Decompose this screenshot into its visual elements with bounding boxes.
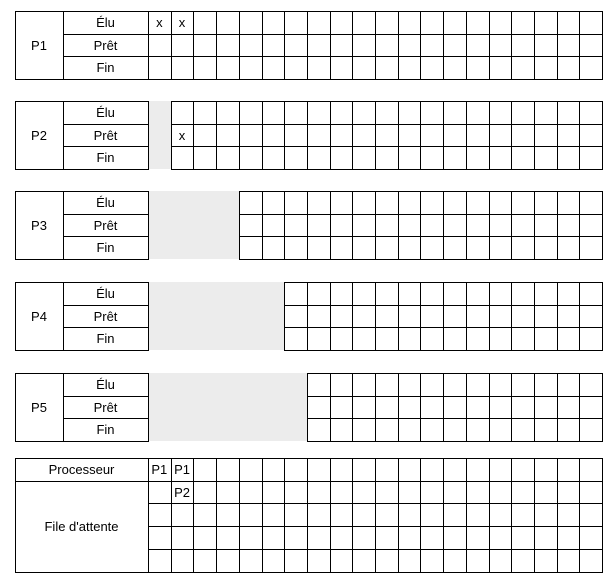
grid-line xyxy=(420,101,421,170)
grid-line xyxy=(171,169,602,170)
grid-line xyxy=(466,11,467,80)
grid-line xyxy=(466,282,467,351)
grid-line xyxy=(420,458,421,573)
grid-line xyxy=(534,282,535,351)
grid-line xyxy=(63,11,64,80)
state-label: Élu xyxy=(96,14,115,30)
grid-line xyxy=(63,236,148,237)
grid-line xyxy=(148,458,149,573)
grid-line xyxy=(557,191,558,260)
queue-cell[interactable]: P2 xyxy=(174,484,190,500)
grid-line xyxy=(489,101,490,170)
grid-line xyxy=(216,458,217,573)
processor-cell[interactable]: P1 xyxy=(151,461,168,477)
grid-line xyxy=(602,373,603,442)
grid-line xyxy=(63,305,148,306)
grid-line xyxy=(375,373,376,442)
grid-line xyxy=(489,373,490,442)
grid-line xyxy=(15,11,148,12)
state-mark[interactable]: x xyxy=(178,127,186,143)
grid-line xyxy=(284,101,285,170)
grid-line xyxy=(15,169,148,170)
grid-line xyxy=(239,191,240,260)
process-name-p3: P3 xyxy=(31,217,47,233)
grid-line xyxy=(375,458,376,573)
grid-line xyxy=(375,101,376,170)
grid-line xyxy=(352,101,353,170)
state-label: Fin xyxy=(96,331,115,347)
grid-line xyxy=(15,572,602,573)
grid-line xyxy=(466,101,467,170)
state-mark[interactable]: x xyxy=(156,14,163,30)
grid-line xyxy=(579,101,580,170)
processor-label: Processeur xyxy=(48,461,115,477)
grid-line xyxy=(239,458,240,573)
grid-line xyxy=(443,458,444,573)
grid-line xyxy=(511,101,512,170)
grid-line xyxy=(15,101,148,102)
grid-line xyxy=(352,11,353,80)
grid-line xyxy=(398,101,399,170)
grid-line xyxy=(352,373,353,442)
grid-line xyxy=(579,11,580,80)
state-label: Prêt xyxy=(93,399,118,415)
grid-line xyxy=(420,373,421,442)
grid-line xyxy=(352,282,353,351)
grid-line xyxy=(420,191,421,260)
state-label: Fin xyxy=(96,240,115,256)
grid-line xyxy=(330,101,331,170)
grid-line xyxy=(63,34,148,35)
grid-line xyxy=(557,101,558,170)
grid-line xyxy=(398,458,399,573)
grid-line xyxy=(489,191,490,260)
grid-line xyxy=(262,191,263,260)
grid-line xyxy=(307,373,308,442)
grid-line xyxy=(489,458,490,573)
grid-line xyxy=(602,282,603,351)
processor-cell[interactable]: P1 xyxy=(174,461,190,477)
grid-line xyxy=(63,418,148,419)
grid-line xyxy=(602,101,603,170)
grid-line xyxy=(193,101,194,170)
grid-line xyxy=(15,373,148,374)
grid-line xyxy=(284,191,285,260)
grid-line xyxy=(239,101,240,170)
grid-line xyxy=(398,373,399,442)
grid-line xyxy=(579,191,580,260)
state-label: Prêt xyxy=(93,127,118,143)
grid-line xyxy=(148,101,149,170)
grid-line xyxy=(511,458,512,573)
grid-line xyxy=(148,373,149,442)
grid-line xyxy=(466,373,467,442)
grid-line xyxy=(352,458,353,573)
grid-line xyxy=(262,11,263,80)
grid-line xyxy=(216,101,217,170)
grid-line xyxy=(375,191,376,260)
grid-line xyxy=(307,11,308,80)
queue-label: File d'attente xyxy=(44,518,119,534)
grid-line xyxy=(171,458,172,573)
grid-line xyxy=(534,191,535,260)
process-name-p5: P5 xyxy=(31,399,47,415)
grid-line xyxy=(307,396,602,397)
grid-line xyxy=(15,350,148,351)
grid-line xyxy=(443,373,444,442)
grid-line xyxy=(443,282,444,351)
process-name-p2: P2 xyxy=(31,127,47,143)
grid-line xyxy=(466,458,467,573)
state-label: Fin xyxy=(96,422,115,438)
grid-line xyxy=(352,191,353,260)
grid-line xyxy=(15,259,148,260)
grid-line xyxy=(15,79,148,80)
grid-line xyxy=(15,282,16,351)
grid-line xyxy=(171,11,172,80)
grid-line xyxy=(307,418,602,419)
grid-line xyxy=(398,282,399,351)
grid-line xyxy=(63,146,148,147)
grid-line xyxy=(307,101,308,170)
state-label: Prêt xyxy=(93,217,118,233)
grid-line xyxy=(330,11,331,80)
grid-line xyxy=(284,458,285,573)
grid-line xyxy=(534,11,535,80)
grid-line xyxy=(15,191,148,192)
inactive-period xyxy=(149,191,239,259)
grid-line xyxy=(15,458,602,459)
grid-line xyxy=(602,191,603,260)
process-name-p1: P1 xyxy=(31,37,47,53)
grid-line xyxy=(193,458,194,573)
inactive-period xyxy=(149,282,284,350)
grid-line xyxy=(557,282,558,351)
grid-line xyxy=(15,373,16,442)
inactive-period xyxy=(149,101,171,169)
grid-line xyxy=(330,282,331,351)
grid-line xyxy=(148,11,149,80)
grid-line xyxy=(63,214,148,215)
grid-line xyxy=(330,191,331,260)
grid-line xyxy=(511,282,512,351)
state-label: Élu xyxy=(96,376,115,392)
grid-line xyxy=(307,282,308,351)
grid-line xyxy=(15,11,16,80)
grid-line xyxy=(63,396,148,397)
state-mark[interactable]: x xyxy=(178,14,186,30)
state-label: Fin xyxy=(96,150,115,166)
grid-line xyxy=(284,282,285,351)
grid-line xyxy=(63,327,148,328)
state-label: Prêt xyxy=(93,37,118,53)
grid-line xyxy=(511,191,512,260)
grid-line xyxy=(63,101,64,170)
grid-line xyxy=(330,373,331,442)
grid-line xyxy=(557,11,558,80)
process-name-p4: P4 xyxy=(31,308,47,324)
grid-line xyxy=(63,124,148,125)
grid-line xyxy=(420,11,421,80)
grid-line xyxy=(557,373,558,442)
inactive-period xyxy=(149,373,307,441)
grid-line xyxy=(557,458,558,573)
grid-line xyxy=(15,481,602,482)
grid-line xyxy=(15,191,16,260)
grid-line xyxy=(171,146,602,147)
state-label: Élu xyxy=(96,194,115,210)
grid-line xyxy=(443,11,444,80)
grid-line xyxy=(63,373,64,442)
grid-line xyxy=(171,101,172,170)
grid-line xyxy=(262,101,263,170)
grid-line xyxy=(466,191,467,260)
grid-line xyxy=(171,124,602,125)
grid-line xyxy=(15,441,148,442)
grid-line xyxy=(375,282,376,351)
grid-line xyxy=(63,282,64,351)
grid-line xyxy=(579,373,580,442)
state-label: Prêt xyxy=(93,308,118,324)
grid-line xyxy=(193,11,194,80)
grid-line xyxy=(375,11,376,80)
grid-line xyxy=(63,56,148,57)
grid-line xyxy=(534,458,535,573)
grid-line xyxy=(148,282,149,351)
grid-line xyxy=(511,373,512,442)
grid-line xyxy=(15,458,16,573)
grid-line xyxy=(534,101,535,170)
grid-line xyxy=(216,11,217,80)
grid-line xyxy=(443,101,444,170)
grid-line xyxy=(602,11,603,80)
grid-line xyxy=(330,458,331,573)
grid-line xyxy=(171,101,602,102)
grid-line xyxy=(398,11,399,80)
grid-line xyxy=(579,282,580,351)
state-label: Élu xyxy=(96,104,115,120)
grid-line xyxy=(602,458,603,573)
grid-line xyxy=(262,458,263,573)
grid-line xyxy=(398,191,399,260)
grid-line xyxy=(63,191,64,260)
grid-line xyxy=(148,191,149,260)
state-label: Fin xyxy=(96,60,115,76)
grid-line xyxy=(420,282,421,351)
grid-line xyxy=(489,11,490,80)
grid-line xyxy=(534,373,535,442)
grid-line xyxy=(579,458,580,573)
grid-line xyxy=(307,373,602,374)
grid-line xyxy=(239,11,240,80)
grid-line xyxy=(15,282,148,283)
grid-line xyxy=(489,282,490,351)
grid-line xyxy=(284,11,285,80)
grid-line xyxy=(15,101,16,170)
grid-line xyxy=(307,441,602,442)
state-label: Élu xyxy=(96,285,115,301)
grid-line xyxy=(307,458,308,573)
grid-line xyxy=(307,191,308,260)
grid-line xyxy=(443,191,444,260)
grid-line xyxy=(511,11,512,80)
